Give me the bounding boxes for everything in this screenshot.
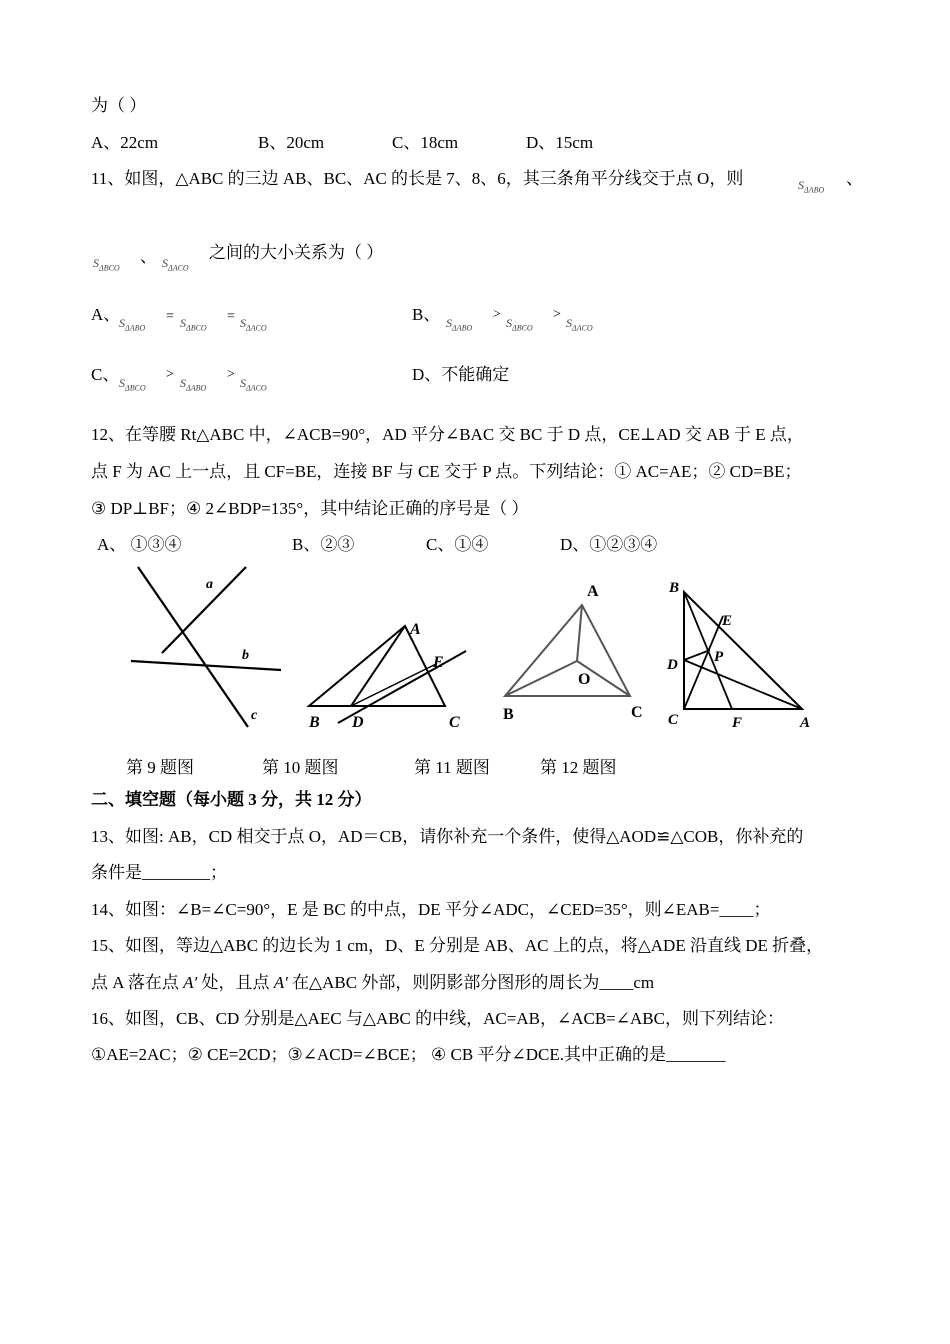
triangle-abc — [684, 592, 802, 709]
a-prime-symbol-2: A′ — [273, 973, 288, 992]
q11-option-a-label: A、 — [91, 305, 121, 324]
q11-stem-2: 之间的大小关系为（ ） — [209, 243, 384, 262]
segment-ad — [351, 626, 405, 706]
q11-option-a-eq2: = — [227, 309, 235, 324]
q11-option-d: D、不能确定 — [412, 365, 510, 384]
figure-9 — [126, 563, 286, 733]
q11-separator-2: 、 — [140, 247, 157, 266]
q13-line-1: 13、如图: AB，CD 相交于点 O，AD＝CB，请你补充一个条件，使得△AOD≌△COB，你补充的 — [91, 827, 804, 846]
q10-option-c: C、18cm — [392, 133, 459, 152]
q11-option-b-label: B、 — [412, 305, 441, 324]
q14-line: 14、如图：∠B=∠C=90°，E 是 BC 的中点，DE 平分∠ADC，∠CED=35°，则∠EAB=____； — [91, 900, 771, 919]
q16-answer-blank[interactable]: _______ — [665, 1045, 726, 1064]
q11-option-a-bco: $S_{\Delta BCO}$ — [180, 316, 207, 333]
q16-line-2: ①AE=2AC；② CE=2CD；③∠ACD=∠BCE； ④ CB 平分∠DCE.其中正确的是_______ — [91, 1045, 726, 1064]
label-D: D — [667, 657, 678, 673]
label-E: E — [722, 613, 733, 629]
q11-option-a-aco: $S_{\Delta ACO}$ — [240, 316, 267, 333]
q11-option-c-aco: $S_{\Delta ACO}$ — [240, 376, 267, 393]
q11-option-c-bco: $S_{\Delta BCO}$ — [119, 376, 146, 393]
label-D: D — [352, 714, 364, 731]
label-c: c — [251, 708, 258, 723]
q10-stem-tail: 为（ ） — [91, 96, 147, 115]
caption-figure-9: 第 9 题图 — [126, 758, 194, 777]
q11-option-c-gt1: > — [166, 367, 174, 382]
q11-area-aco: $S_{\Delta ACO}$ — [162, 256, 189, 273]
q12-line-2: 点 F 为 AC 上一点，且 CF=BE，连接 BF 与 CE 交于 P 点。下列结论：① AC=AE；② CD=BE； — [91, 462, 802, 481]
line-a — [162, 567, 246, 653]
line-b — [131, 661, 281, 670]
q11-option-b-gt1: > — [493, 307, 501, 322]
q13-answer-blank[interactable]: ________ — [142, 863, 210, 882]
segment-de — [351, 664, 436, 706]
label-B: B — [309, 714, 320, 731]
q11-option-c-label: C、 — [91, 365, 120, 384]
label-A: A — [410, 621, 421, 638]
q10-option-a: A、22cm — [91, 133, 159, 152]
q11-stem: 11、如图，△ABC 的三边 AB、BC、AC 的长是 7、8、6，其三条角平分线交于点 O，则 — [91, 169, 744, 188]
q11-option-b-aco: $S_{\Delta ACO}$ — [566, 316, 593, 333]
q11-option-c-abo: $S_{\Delta ABO}$ — [180, 376, 207, 393]
label-C: C — [668, 712, 679, 728]
q15-line-2: 点 A 落在点 A′ 处，且点 A′ 在△ABC 外部，则阴影部分图形的周长为____cm — [91, 973, 655, 992]
q10-option-b: B、20cm — [258, 133, 325, 152]
caption-figure-11: 第 11 题图 — [414, 758, 490, 777]
q11-option-b-abo: $S_{\Delta ABO}$ — [446, 316, 473, 333]
label-F: F — [732, 715, 743, 731]
q11-area-abo: $S_{\Delta ABO}$ — [798, 178, 825, 195]
q12-option-d: D、①②③④ — [560, 535, 658, 554]
q11-option-a-abo: $S_{\Delta ABO}$ — [119, 316, 146, 333]
triangle-abc — [505, 605, 630, 696]
label-b: b — [242, 648, 249, 663]
line-c — [138, 567, 248, 727]
label-B: B — [669, 580, 680, 596]
label-A: A — [800, 715, 811, 731]
a-prime-symbol: A′ — [183, 973, 198, 992]
q12-option-a: A、 ①③④ — [97, 535, 182, 554]
q15-line-1: 15、如图，等边△ABC 的边长为 1 cm，D、E 分别是 AB、AC 上的点，将△ADE 沿直线 DE 折叠， — [91, 936, 824, 955]
q11-option-c-gt2: > — [227, 367, 235, 382]
label-C: C — [631, 704, 643, 721]
label-A: A — [587, 583, 599, 600]
q11-area-bco: $S_{\Delta BCO}$ — [93, 256, 120, 273]
q16-line-1: 16、如图，CB、CD 分别是△AEC 与△ABC 的中线，AC=AB，∠ACB=∠ABC，则下列结论： — [91, 1009, 784, 1028]
q12-line-1: 12、在等腰 Rt△ABC 中，∠ACB=90°，AD 平分∠BAC 交 BC 于 D 点，CE⊥AD 交 AB 于 E 点， — [91, 425, 804, 444]
q11-option-b-bco: $S_{\Delta BCO}$ — [506, 316, 533, 333]
q14-answer-blank[interactable]: ____ — [719, 900, 754, 919]
q12-option-b: B、②③ — [292, 535, 355, 554]
caption-figure-12: 第 12 题图 — [540, 758, 617, 777]
q12-line-3: ③ DP⊥BF；④ 2∠BDP=135°，其中结论正确的序号是（ ） — [91, 499, 529, 518]
segment-ao — [577, 605, 582, 661]
label-E: E — [433, 654, 444, 671]
label-P: P — [714, 649, 724, 665]
figure-11 — [495, 575, 655, 725]
q11-separator: 、 — [846, 169, 863, 188]
q13-line-2: 条件是________； — [91, 863, 227, 882]
line-through-e — [338, 651, 466, 723]
q10-option-d: D、15cm — [526, 133, 594, 152]
q11-option-a-eq1: = — [166, 309, 174, 324]
caption-figure-10: 第 10 题图 — [262, 758, 339, 777]
q11-option-b-gt2: > — [553, 307, 561, 322]
section-title-fill-in: 二、填空题（每小题 3 分，共 12 分） — [91, 790, 372, 809]
label-C: C — [449, 714, 460, 731]
segment-bo — [505, 661, 577, 696]
label-O: O — [578, 671, 591, 688]
figure-12 — [662, 575, 822, 735]
label-a: a — [206, 577, 213, 592]
q12-option-c: C、①④ — [426, 535, 489, 554]
q15-answer-blank[interactable]: ____ — [599, 973, 634, 992]
figure-10 — [300, 610, 475, 735]
label-B: B — [503, 706, 514, 723]
